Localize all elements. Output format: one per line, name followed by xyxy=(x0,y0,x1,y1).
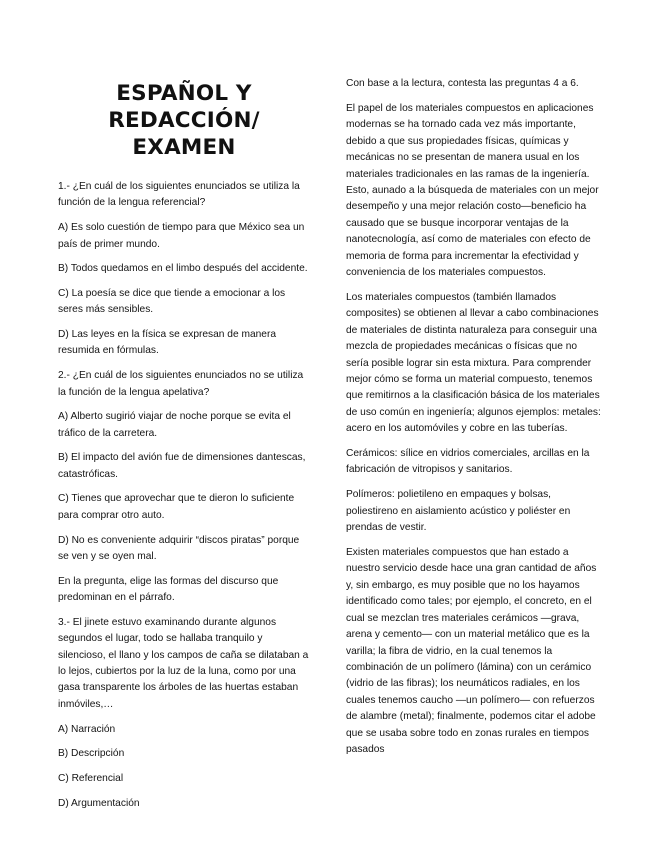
document-title xyxy=(58,80,310,161)
reading-paragraph-4: Polímeros: polietileno en empaques y bolsas, poliestireno en aislamiento acústico y poliéster en prendas de vestir. xyxy=(346,489,571,534)
question-2-option-b: B) El impacto del avión fue de dimensiones dantescas, catastróficas. xyxy=(58,452,306,480)
question-3-option-d: D) Argumentación xyxy=(58,797,140,809)
question-2-option-c: C) Tienes que aprovechar que te dieron lo suficiente para comprar otro auto. xyxy=(58,493,295,521)
reading-instruction: Con base a la lectura, contesta las preguntas 4 a 6. xyxy=(346,78,579,89)
reading-paragraph-5: Existen materiales compuestos que han estado a nuestro servicio desde hace una gran cantidad de años y, sin embargo, es muy posible que no los hayamos identificado como tales; por ejemplo, el concreto, en el cual se mezclan tres materiales cerámicos —grava, arena y cemento— con un material metálico que es la varilla; la fibra de vidrio, en la cual tenemos la combinación de un polímero (lámina) con un cerámico (vidrio de las fibras); los neumáticos radiales, en los cuales tenemos caucho —un polímero— con refuerzos de alambre (metal); finalmente, podemos citar el adobe que se usaba sobre todo en zonas rurales en tiempos pasados xyxy=(346,547,597,755)
reading-paragraph-1: El papel de los materiales compuestos en aplicaciones modernas se ha tornado cada vez más importante, debido a que sus propiedades físicas, químicas y mecánicas no se presentan de manera usual en los materiales tradicionales en las ramas de la ingeniería. Esto, aunado a la búsqueda de materiales con un mejor desempeño y una mejor relación costo—beneficio ha causado que se busque incorporar ventajas de la nanotecnología, así como de materiales con efecto de memoria de forma para incrementar la efectividad y conveniencia de los materiales compuestos. xyxy=(346,102,599,278)
right-column xyxy=(346,76,602,767)
question-1: 1.- ¿En cuál de los siguientes enunciados se utiliza la función de la lengua referencial? xyxy=(58,181,300,209)
question-3-option-a: A) Narración xyxy=(58,723,116,735)
question-1-option-a: A) Es solo cuestión de tiempo para que México sea un país de primer mundo. xyxy=(58,222,305,250)
reading-paragraph-3: Cerámicos: sílice en vidrios comerciales, arcillas en la fabricación de vitropisos y sanitarios. xyxy=(346,448,590,476)
instruction-text: En la pregunta, elige las formas del discurso que predominan en el párrafo. xyxy=(58,575,279,604)
question-2: 2.- ¿En cuál de los siguientes enunciados no se utiliza la función de la lengua apelativa? xyxy=(58,370,304,398)
question-1-option-d: D) Las leyes en la física se expresan de manera resumida en fórmulas. xyxy=(58,329,277,357)
question-2-option-d: D) No es conveniente adquirir “discos piratas” porque se ven y se oyen mal. xyxy=(58,534,300,562)
title-line-1: ESPAÑOL Y xyxy=(116,81,252,106)
question-1-option-c: C) La poesía se dice que tiende a emocionar a los seres más sensibles. xyxy=(58,287,286,316)
title-line-2: REDACCIÓN/ EXAMEN xyxy=(108,108,260,160)
question-3: 3.- El jinete estuvo examinando durante algunos segundos el lugar, todo se hallaba tranquilo y silencioso, el llano y los campos de caña se dilataban a lo lejos, cubiertos por la luz de la luna, como por una gasa transparente los árboles de las huertas estaban inmóviles,… xyxy=(58,616,309,710)
left-column xyxy=(58,76,310,820)
question-3-option-c: C) Referencial xyxy=(58,772,124,784)
question-2-option-a: A) Alberto sugirió viajar de noche porque se evita el tráfico de la carretera. xyxy=(58,411,291,439)
question-1-option-b: B) Todos quedamos en el limbo después del accidente. xyxy=(58,263,308,275)
reading-paragraph-2: Los materiales compuestos (también llamados composites) se obtienen al llevar a cabo combinaciones de materiales de distinta naturaleza para conseguir una mezcla de propiedades mecánicas o físicas que no sería posible lograr sin esta mixtura. Para comprender mejor cómo se forma un material compuesto, tenemos que remitirnos a la clasificación básica de los materiales de uso común en ingeniería; algunos ejemplos: metales: acero en los automóviles y cobre en las tuberías. xyxy=(346,291,601,435)
question-3-option-b: B) Descripción xyxy=(58,748,125,760)
